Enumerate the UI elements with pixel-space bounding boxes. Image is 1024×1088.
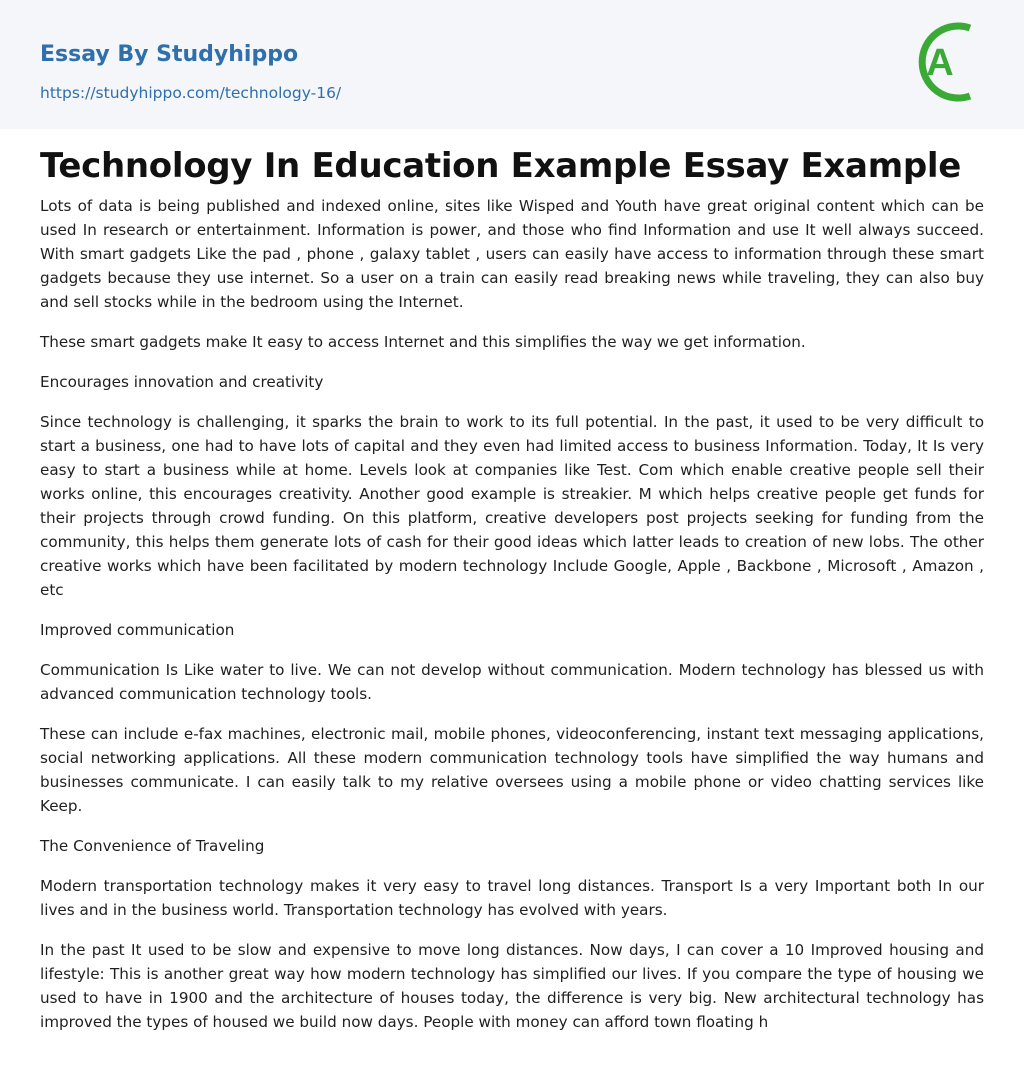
essay-paragraph: Since technology is challenging, it sparks the brain to work to its full potential. In the past, it used to be very difficult to start a business, one had to have lots of capital and they even had limited access to business Information. Today, It Is very easy to start a business while at home. Levels look at companies like Test. Com which enable creative people sell their works online, this encourages creativity. Another good example is streakier. M which helps creative people get funds for their projects through crowd funding. On this platform, creative developers post projects seeking for funding from the community, this helps them generate lots of cash for their good ideas which latter leads to creation of new lobs. The other creative works which have been facilitated by modern technology Include Google, Apple , Backbone , Microsoft , Amazon , etc	[40, 413, 984, 599]
essay-paragraph: In the past It used to be slow and expensive to move long distances. Now days, I can cover a 10 Improved housing and lifestyle: This is another great way how modern technology has simplified our lives. If you compare the type of housing we used to have in 1900 and the architecture of houses today, the difference is very big. New architectural technology has improved the types of housed we build now days. People with money can afford town floating h	[40, 941, 984, 1031]
essay-paragraph: Modern transportation technology makes it very easy to travel long distances. Transport Is a very Important both In our lives and in the business world. Transportation technology has evolved with years.	[40, 877, 984, 919]
brand-title[interactable]: Essay By Studyhippo	[40, 42, 299, 67]
logo-letter: A	[926, 42, 954, 84]
essay-paragraph: Lots of data is being published and indexed online, sites like Wisped and Youth have great original content which can be used In research or entertainment. Information is power, and those who find Information and use It well always succeed. With smart gadgets Like the pad , phone , galaxy tablet , users can easily have access to information through these smart gadgets because they use internet. So a user on a train can easily read breaking news while traveling, they can also buy and sell stocks while in the bedroom using the Internet.	[40, 197, 984, 311]
essay-body	[40, 194, 984, 1050]
essay-url-link[interactable]: https://studyhippo.com/technology-16/	[40, 84, 342, 102]
essay-paragraph: These can include e-fax machines, electronic mail, mobile phones, videoconferencing, instant text messaging applications, social networking applications. All these modern communication technology tools have simplified the way humans and businesses communicate. I can easily talk to my relative oversees using a mobile phone or video chatting services like Keep.	[40, 725, 984, 815]
essay-paragraph: Communication Is Like water to live. We can not develop without communication. Modern technology has blessed us with advanced communication technology tools.	[40, 661, 984, 703]
essay-paragraph: These smart gadgets make It easy to access Internet and this simplifies the way we get information.	[40, 333, 806, 351]
essay-title: Technology In Education Example Essay Example	[40, 146, 961, 186]
essay-subheading: Improved communication	[40, 621, 235, 639]
essay-subheading: The Convenience of Traveling	[40, 837, 265, 855]
essay-subheading: Encourages innovation and creativity	[40, 373, 324, 391]
